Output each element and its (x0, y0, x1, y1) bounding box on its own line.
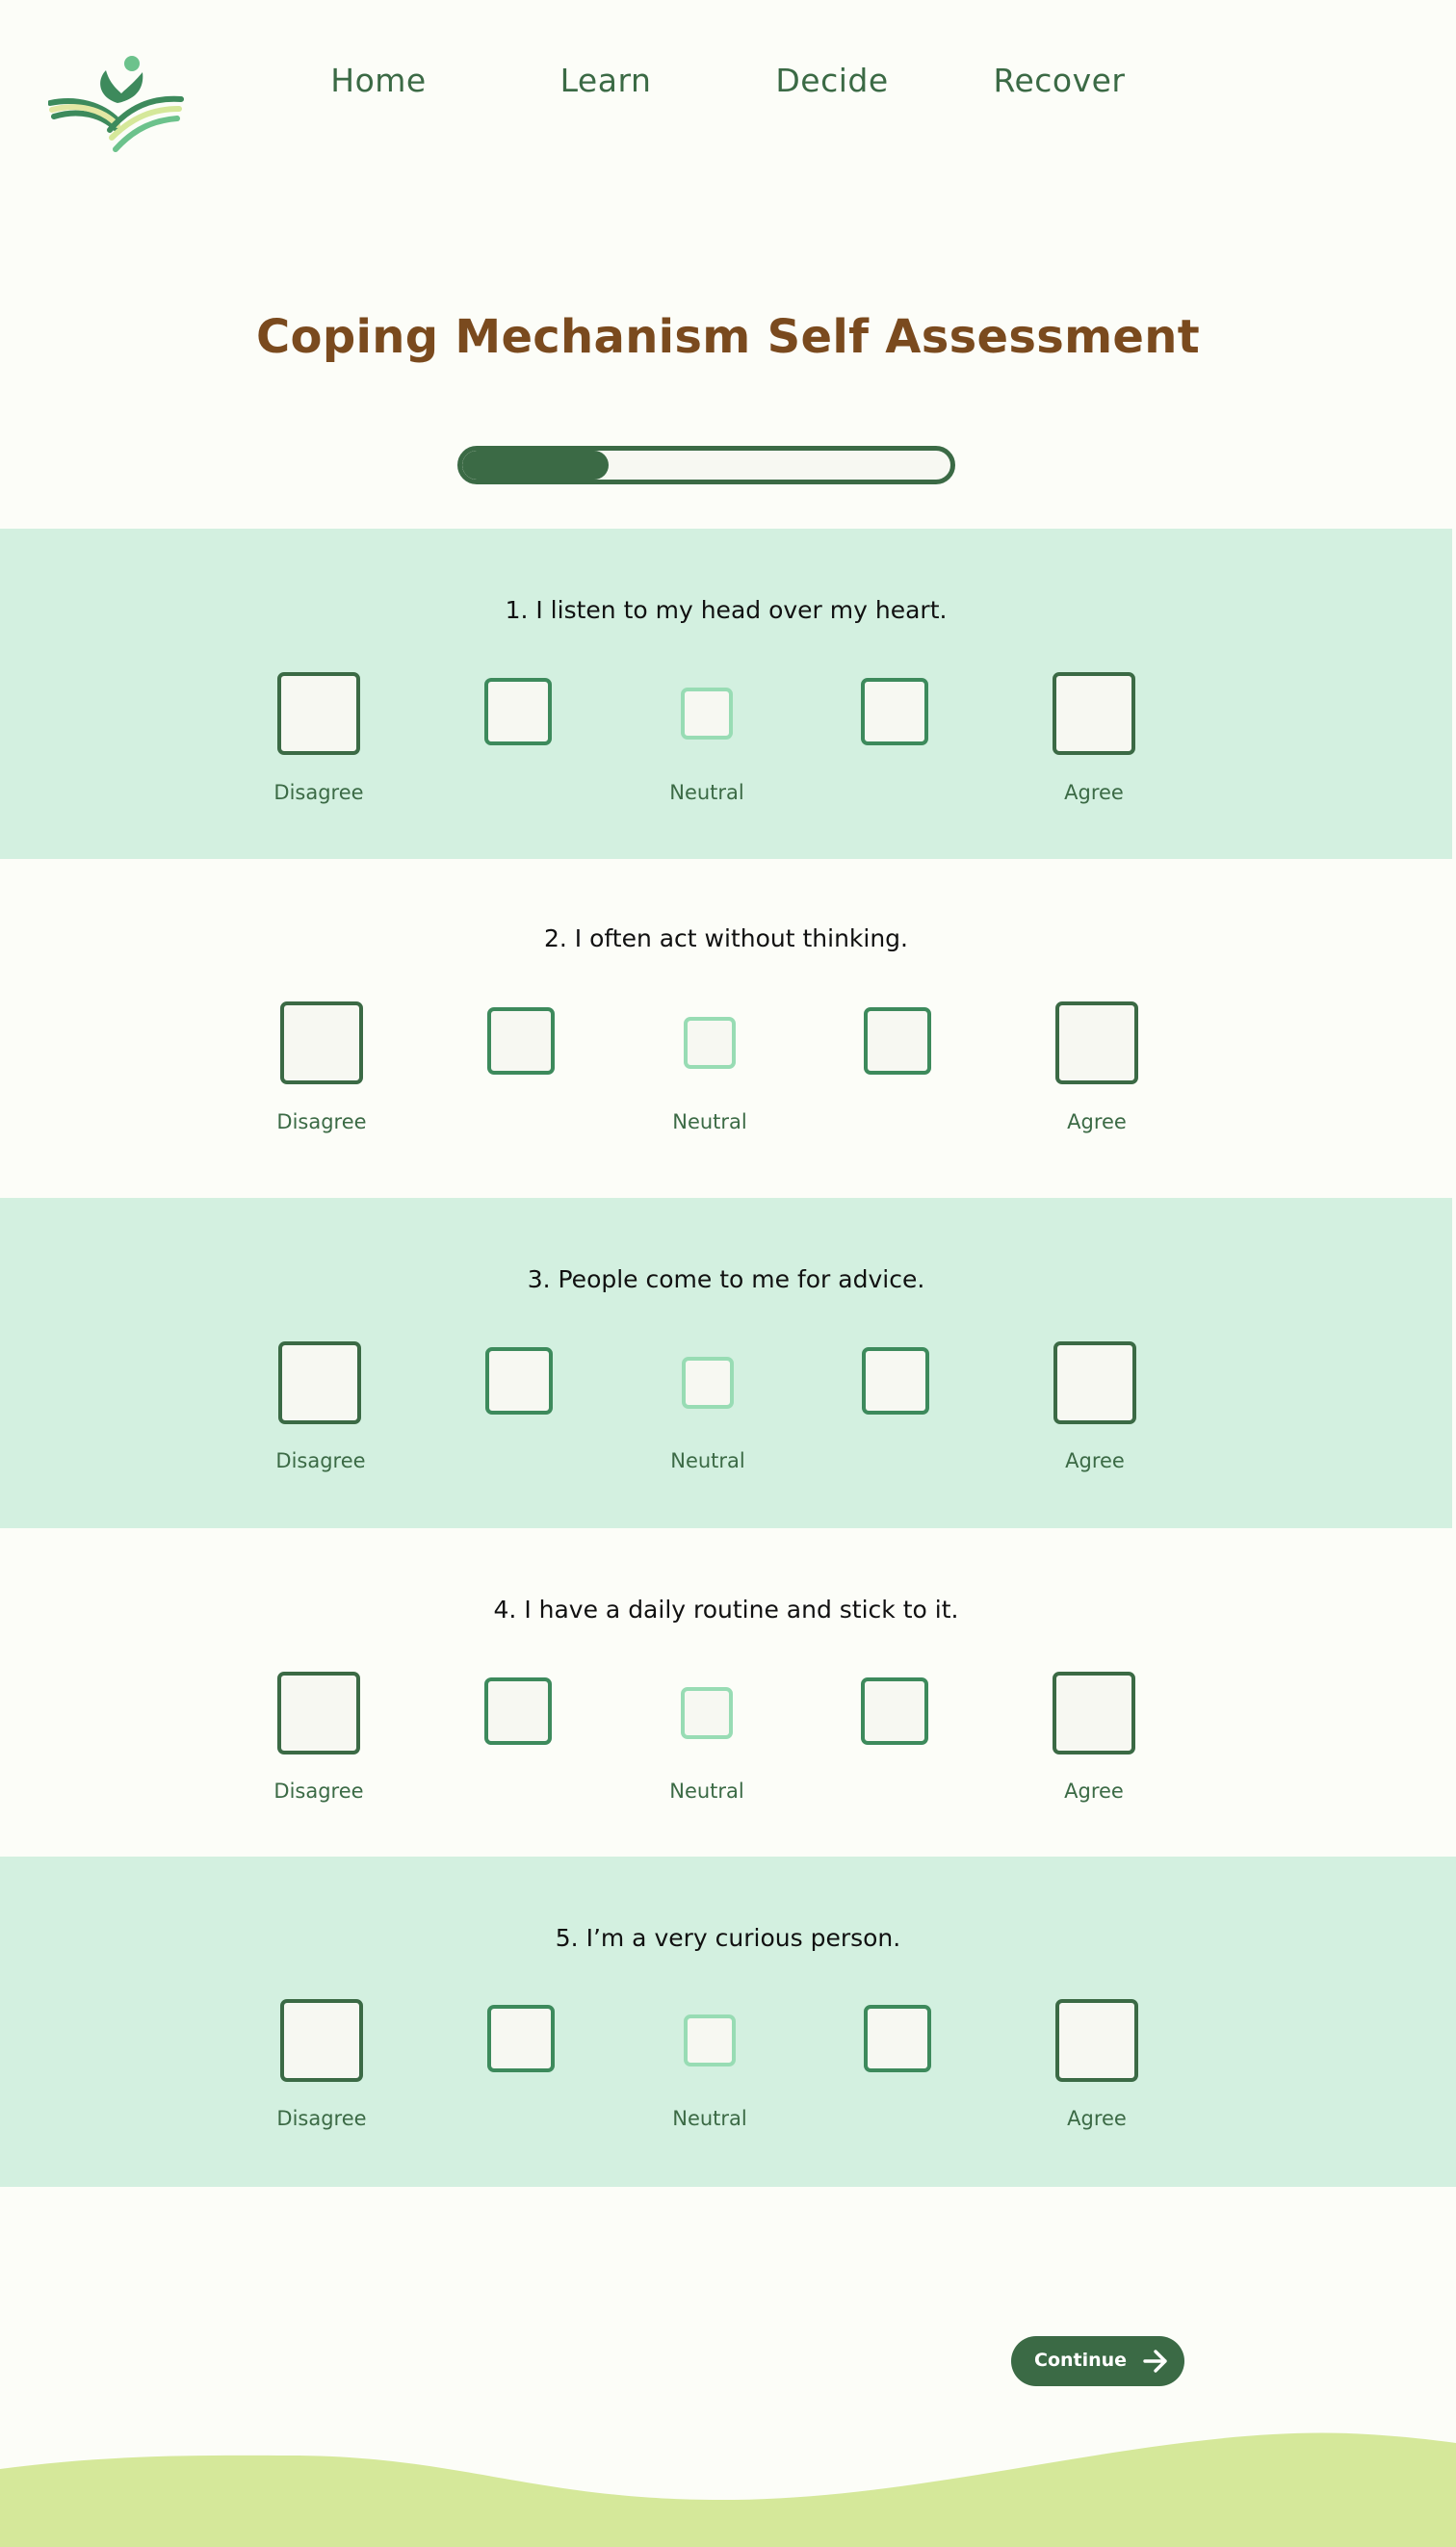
question-text: 5. I’m a very curious person. (555, 1924, 901, 1952)
option-agree[interactable] (862, 1347, 929, 1415)
label-disagree: Disagree (275, 1449, 366, 1472)
nav-home[interactable]: Home (330, 62, 427, 99)
logo-icon (48, 53, 185, 157)
option-neutral[interactable] (682, 1357, 734, 1409)
progress-fill (462, 451, 609, 480)
footer-wave (0, 2427, 1456, 2547)
question-text: 2. I often act without thinking. (543, 924, 908, 952)
option-disagree-strong[interactable] (280, 1001, 363, 1084)
label-neutral: Neutral (672, 1110, 747, 1133)
option-neutral[interactable] (681, 1687, 733, 1739)
label-agree: Agree (1065, 1449, 1125, 1472)
label-neutral: Neutral (669, 781, 744, 804)
arrow-right-icon (1142, 2348, 1169, 2375)
label-disagree: Disagree (273, 781, 364, 804)
option-neutral[interactable] (684, 2014, 736, 2066)
label-agree: Agree (1067, 1110, 1127, 1133)
question-text: 1. I listen to my head over my heart. (505, 596, 948, 624)
continue-label: Continue (1034, 2350, 1128, 2371)
option-disagree-strong[interactable] (280, 1999, 363, 2082)
option-neutral[interactable] (681, 688, 733, 740)
option-disagree[interactable] (487, 1007, 555, 1075)
question-section-3 (0, 1198, 1452, 1528)
label-disagree: Disagree (276, 1110, 367, 1133)
label-neutral: Neutral (669, 1780, 744, 1803)
label-agree: Agree (1067, 2107, 1127, 2130)
label-agree: Agree (1064, 1780, 1124, 1803)
question-section-5 (0, 1857, 1456, 2187)
option-disagree[interactable] (485, 1347, 553, 1415)
nav-recover[interactable]: Recover (993, 62, 1126, 99)
label-disagree: Disagree (273, 1780, 364, 1803)
option-disagree-strong[interactable] (277, 1672, 360, 1754)
option-agree-strong[interactable] (1053, 1341, 1136, 1424)
option-disagree[interactable] (484, 1677, 552, 1745)
option-disagree-strong[interactable] (278, 1341, 361, 1424)
option-agree-strong[interactable] (1055, 1999, 1138, 2082)
progress-bar (457, 446, 955, 484)
option-agree[interactable] (861, 678, 928, 745)
question-text: 4. I have a daily routine and stick to it. (493, 1596, 959, 1624)
label-neutral: Neutral (670, 1449, 745, 1472)
option-agree[interactable] (861, 1677, 928, 1745)
option-neutral[interactable] (684, 1017, 736, 1069)
continue-button[interactable] (1011, 2336, 1184, 2386)
option-agree[interactable] (864, 1007, 931, 1075)
nav-learn[interactable]: Learn (559, 62, 652, 99)
option-disagree-strong[interactable] (277, 672, 360, 755)
question-section-1 (0, 529, 1452, 859)
option-agree[interactable] (864, 2005, 931, 2072)
page-title: Coping Mechanism Self Assessment (256, 310, 1200, 364)
question-section-2 (0, 859, 1452, 1198)
nav-decide[interactable]: Decide (775, 62, 889, 99)
label-disagree: Disagree (276, 2107, 367, 2130)
question-text: 3. People come to me for advice. (527, 1265, 925, 1293)
option-agree-strong[interactable] (1053, 672, 1135, 755)
option-agree-strong[interactable] (1055, 1001, 1138, 1084)
option-disagree[interactable] (484, 678, 552, 745)
question-section-4 (0, 1528, 1452, 1857)
option-disagree[interactable] (487, 2005, 555, 2072)
label-agree: Agree (1064, 781, 1124, 804)
label-neutral: Neutral (672, 2107, 747, 2130)
option-agree-strong[interactable] (1053, 1672, 1135, 1754)
